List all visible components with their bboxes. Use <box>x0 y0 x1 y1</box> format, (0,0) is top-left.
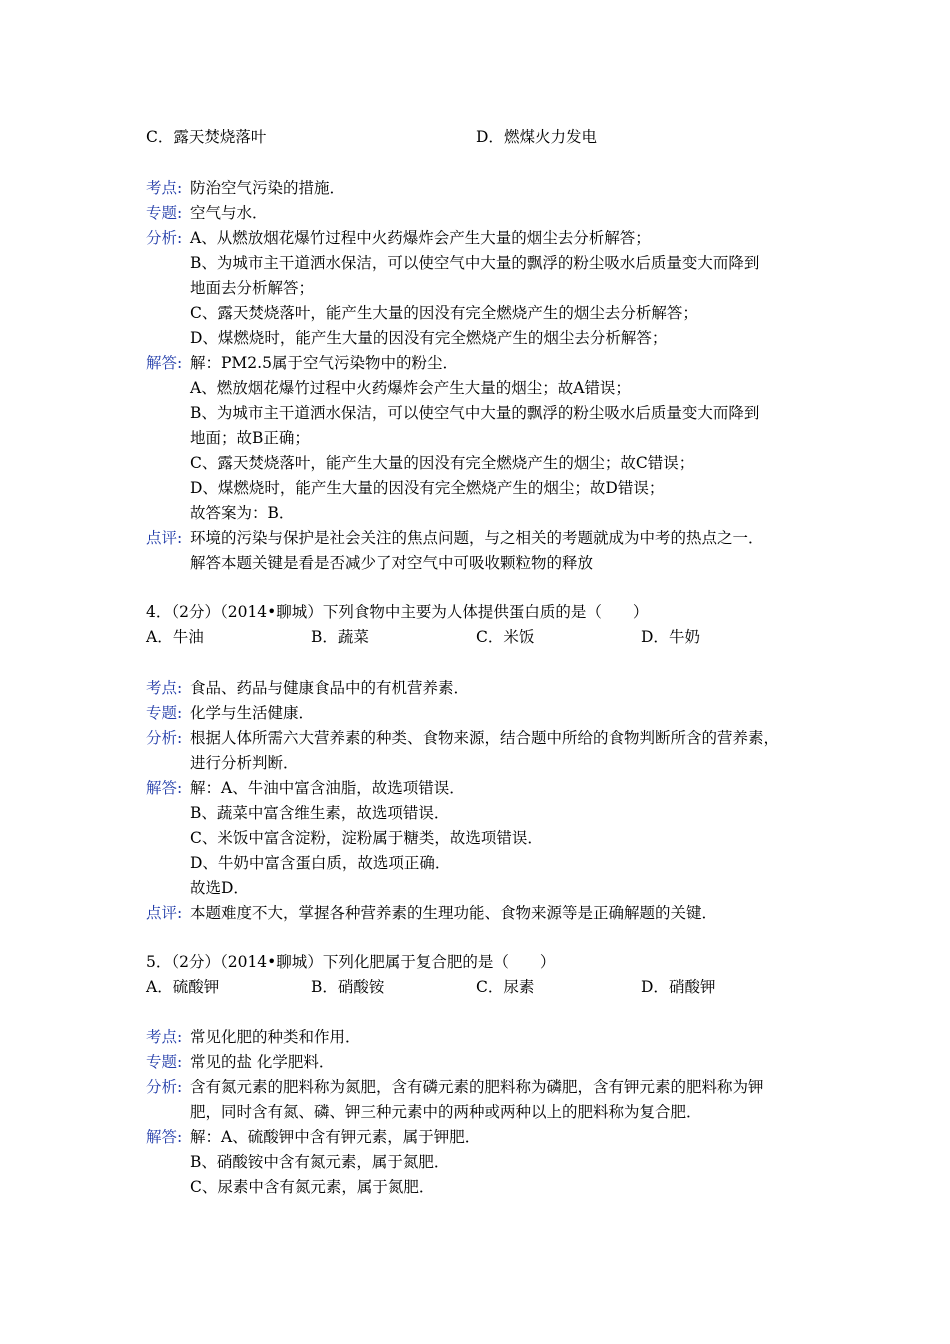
q4-option-c: C．米饭 <box>476 628 535 646</box>
q5-fenxi-label: 分析: <box>146 1078 183 1096</box>
q4-fenxi-line: 根据人体所需六大营养素的种类、食物来源，结合题中所给的食物判断所含的营养素， <box>190 729 780 747</box>
q5-zhuanti-label: 专题: <box>146 1053 183 1071</box>
q4-jieda-line: C、米饭中富含淀粉，淀粉属于糖类，故选项错误． <box>190 829 543 847</box>
q4-fenxi-label: 分析: <box>146 729 183 747</box>
q4-jieda-line: B、蔬菜中富含维生素，故选项错误． <box>190 804 450 822</box>
q5-option-c: C．尿素 <box>476 978 535 996</box>
q4-kaodian-label: 考点: <box>146 679 183 697</box>
q4-dianping-label: 点评: <box>146 904 183 922</box>
q5-jieda-label: 解答: <box>146 1128 183 1146</box>
fenxi-line: A、从燃放烟花爆竹过程中火药爆炸会产生大量的烟尘去分析解答； <box>190 229 651 247</box>
kaodian-label: 考点: <box>146 179 183 197</box>
jieda-line: C、露天焚烧落叶，能产生大量的因没有完全燃烧产生的烟尘；故C错误； <box>190 454 695 472</box>
fenxi-label: 分析: <box>146 229 183 247</box>
jieda-line: 解：PM2.5属于空气污染物中的粉尘． <box>190 354 458 372</box>
fenxi-line: 地面去分析解答； <box>190 279 315 297</box>
q4-option-a: A．牛油 <box>146 628 204 646</box>
q4-zhuanti-text: 化学与生活健康． <box>190 704 315 722</box>
fenxi-line: B、为城市主干道洒水保洁，可以使空气中大量的飘浮的粉尘吸水后质量变大而降到 <box>190 254 760 272</box>
q4-jieda-line: 解：A、牛油中富含油脂，故选项错误． <box>190 779 465 797</box>
q5-fenxi-line: 肥，同时含有氮、磷、钾三种元素中的两种或两种以上的肥料称为复合肥． <box>190 1103 702 1121</box>
jieda-line: B、为城市主干道洒水保洁，可以使空气中大量的飘浮的粉尘吸水后质量变大而降到 <box>190 404 760 422</box>
q5-option-b: B．硝酸铵 <box>311 978 385 996</box>
q4-jieda-label: 解答: <box>146 779 183 797</box>
q5-stem: 5．（2分）（2014•聊城）下列化肥属于复合肥的是（ ） <box>146 953 556 971</box>
jieda-line: 故答案为：B． <box>190 504 295 522</box>
q4-stem: 4．（2分）（2014•聊城）下列食物中主要为人体提供蛋白质的是（ ） <box>146 603 649 621</box>
kaodian-text: 防治空气污染的措施． <box>190 179 346 197</box>
q5-kaodian-text: 常见化肥的种类和作用． <box>190 1028 361 1046</box>
q4-zhuanti-label: 专题: <box>146 704 183 722</box>
jieda-label: 解答: <box>146 354 183 372</box>
q5-kaodian-label: 考点: <box>146 1028 183 1046</box>
jieda-line: D、煤燃烧时，能产生大量的因没有完全燃烧产生的烟尘；故D错误； <box>190 479 665 497</box>
q4-dianping-line: 本题难度不大，掌握各种营养素的生理功能、食物来源等是正确解题的关键． <box>190 904 718 922</box>
fenxi-line: D、煤燃烧时，能产生大量的因没有完全燃烧产生的烟尘去分析解答； <box>190 329 668 347</box>
q4-option-b: B．蔬菜 <box>311 628 369 646</box>
dianping-label: 点评: <box>146 529 183 547</box>
q5-fenxi-line: 含有氮元素的肥料称为氮肥，含有磷元素的肥料称为磷肥，含有钾元素的肥料称为钾 <box>190 1078 764 1096</box>
dianping-line: 环境的污染与保护是社会关注的焦点问题，与之相关的考题就成为中考的热点之一． <box>190 529 764 547</box>
q4-kaodian-text: 食品、药品与健康食品中的有机营养素． <box>190 679 470 697</box>
q5-jieda-line: C、尿素中含有氮元素，属于氮肥． <box>190 1178 435 1196</box>
jieda-line: 地面；故B正确； <box>190 429 310 447</box>
zhuanti-label: 专题: <box>146 204 183 222</box>
q4-jieda-line: D、牛奶中富含蛋白质，故选项正确． <box>190 854 451 872</box>
q5-zhuanti-text: 常见的盐 化学肥料． <box>190 1053 335 1071</box>
q5-jieda-line: B、硝酸铵中含有氮元素，属于氮肥． <box>190 1153 450 1171</box>
zhuanti-text: 空气与水． <box>190 204 268 222</box>
dianping-line: 解答本题关键是看是否减少了对空气中可吸收颗粒物的释放 <box>190 554 594 572</box>
q5-option-a: A．硫酸钾 <box>146 978 220 996</box>
q5-option-d: D．硝酸钾 <box>641 978 716 996</box>
q4-jieda-line: 故选D． <box>190 879 249 897</box>
option-c: C．露天焚烧落叶 <box>146 128 267 146</box>
q4-option-d: D．牛奶 <box>641 628 700 646</box>
q5-jieda-line: 解：A、硫酸钾中含有钾元素，属于钾肥． <box>190 1128 481 1146</box>
fenxi-line: C、露天焚烧落叶，能产生大量的因没有完全燃烧产生的烟尘去分析解答； <box>190 304 698 322</box>
jieda-line: A、燃放烟花爆竹过程中火药爆炸会产生大量的烟尘；故A错误； <box>190 379 631 397</box>
q4-fenxi-line: 进行分析判断． <box>190 754 299 772</box>
option-d: D．燃煤火力发电 <box>476 128 597 146</box>
